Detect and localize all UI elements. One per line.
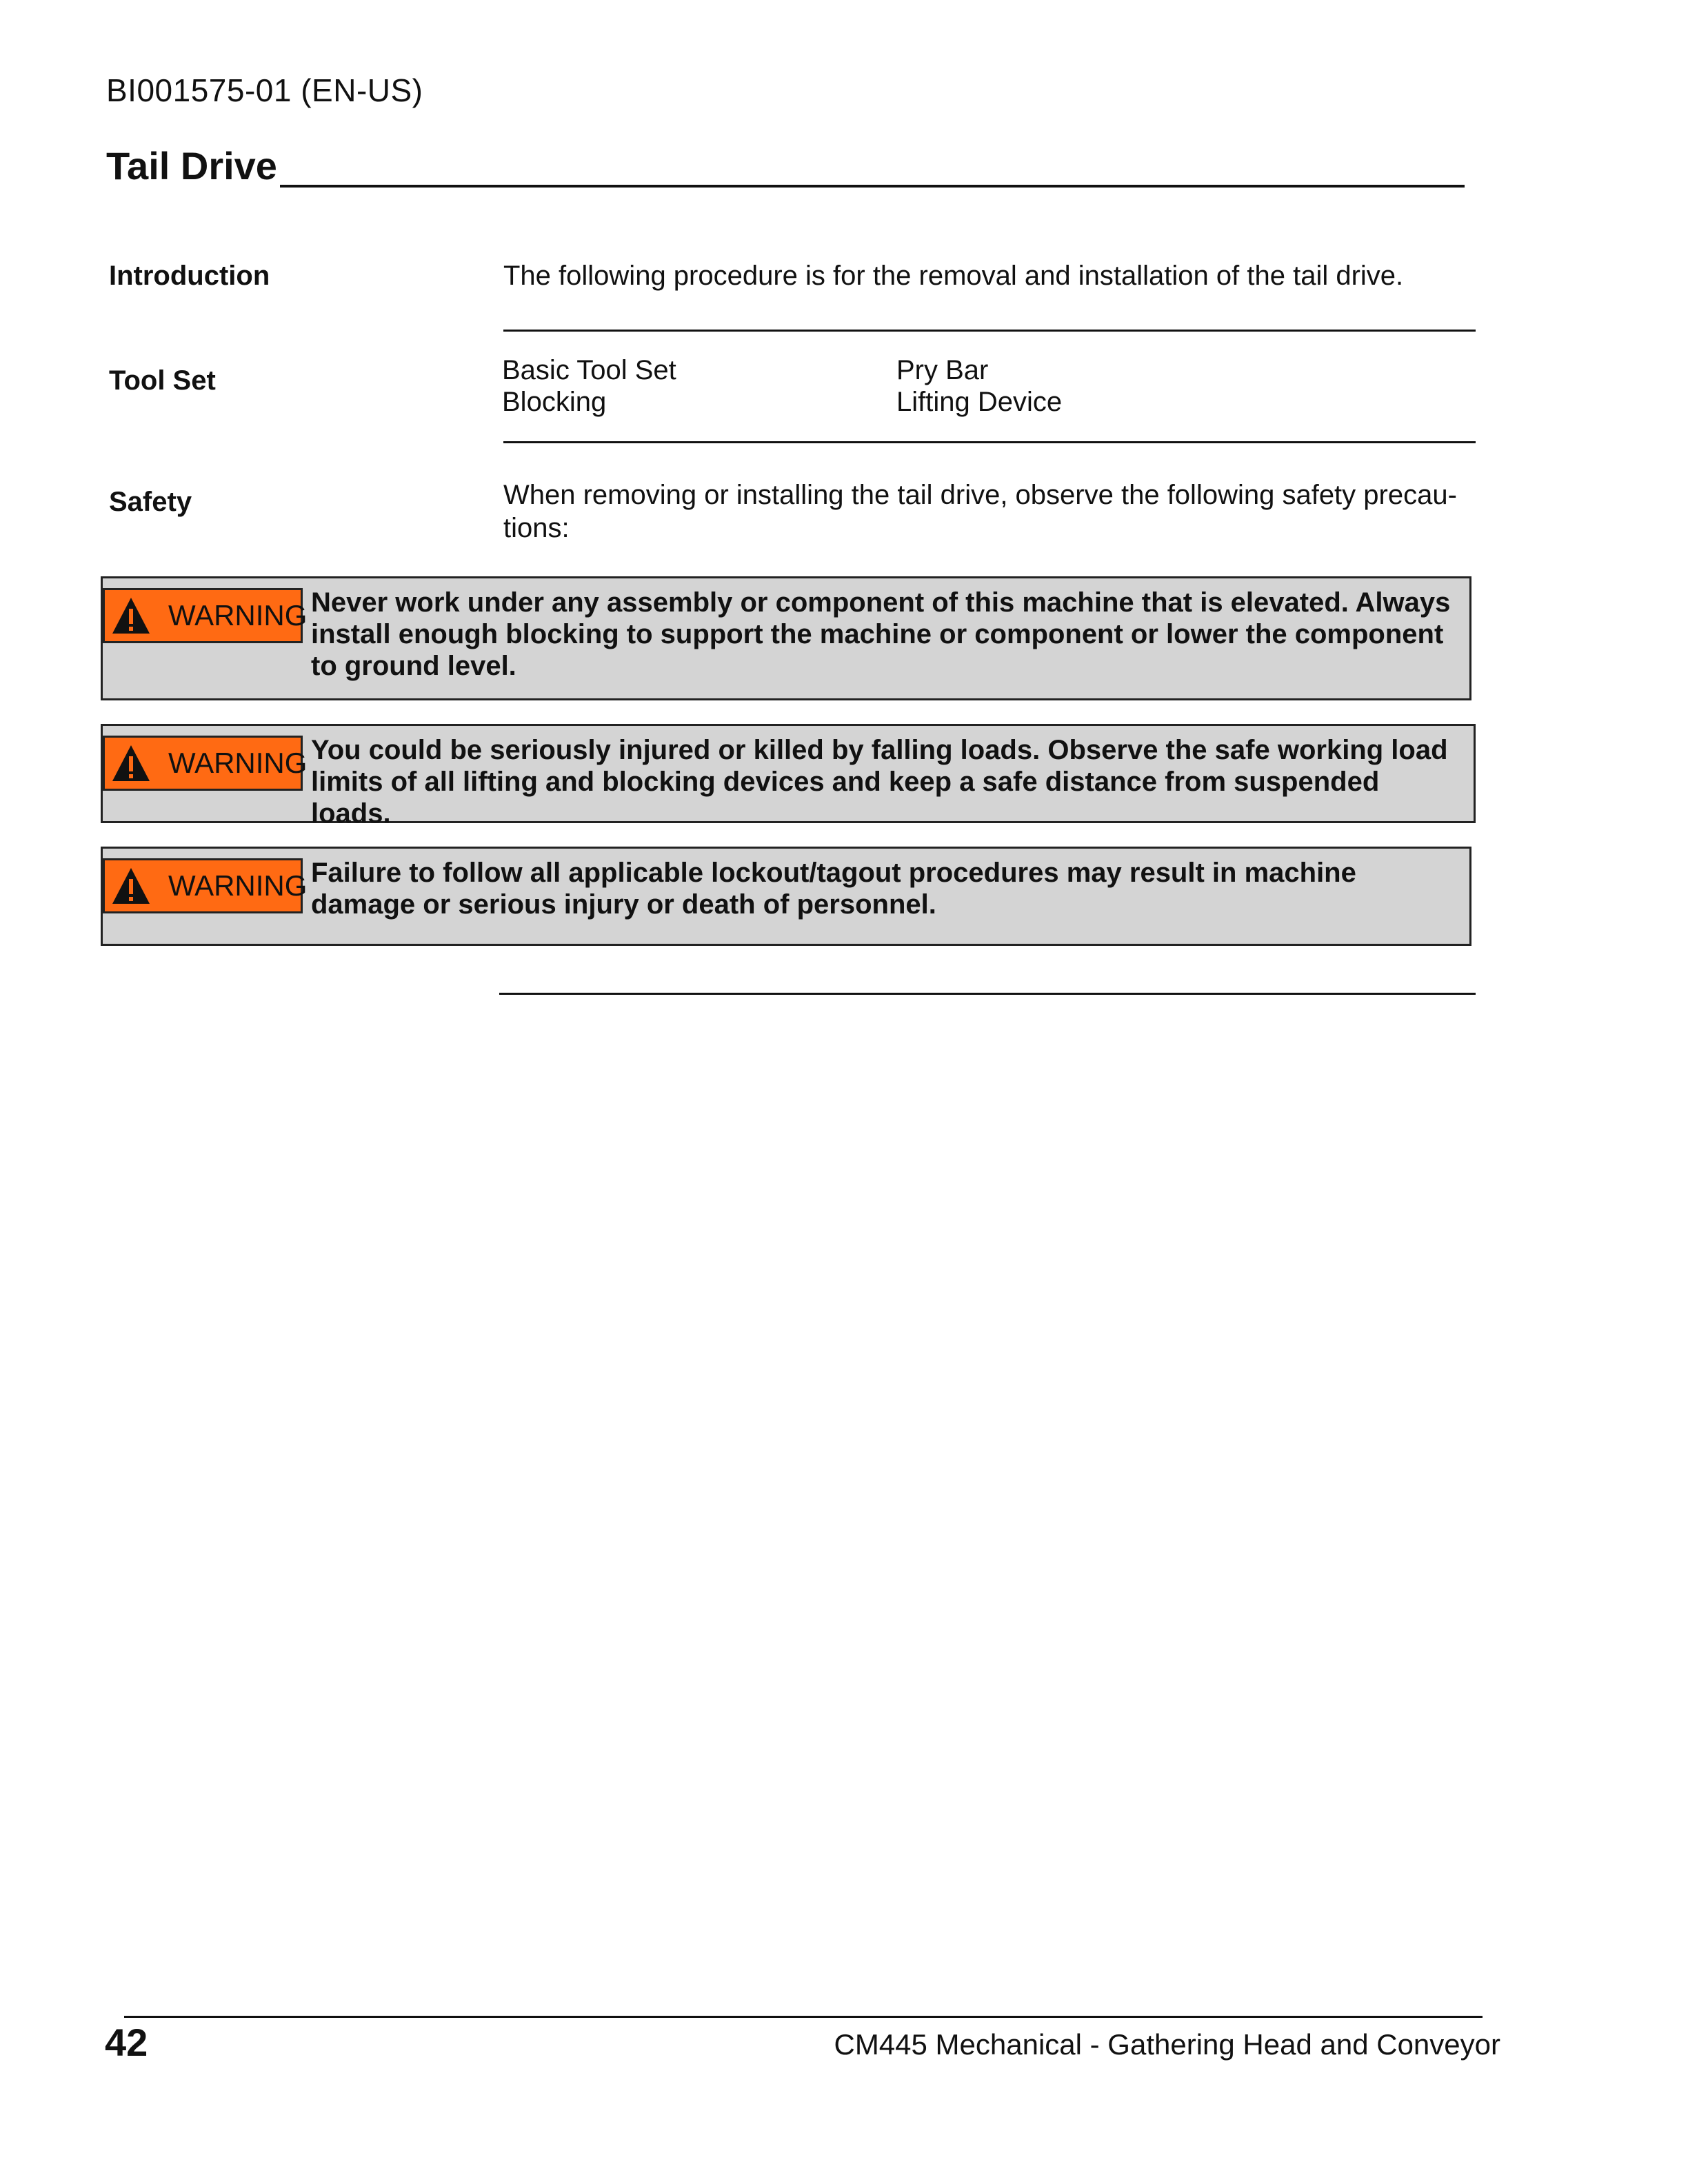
divider — [503, 330, 1476, 332]
warning-tag — [103, 858, 308, 913]
warning-message: Never work under any assembly or component of this machine that is elevated. Always install enough blocking to support the machine or component or lower the component to ground level. — [311, 587, 1451, 681]
warning-box — [101, 847, 1471, 946]
warning-message: You could be seriously injured or killed by falling loads. Observe the safe working load limits of all lifting and blocking devices and keep a safe distance from suspended loads. — [311, 735, 1448, 829]
warning-tag-label: WARNING — [168, 869, 308, 902]
tool-item: Basic Tool Set — [502, 355, 676, 385]
warning-tag-label: WARNING — [168, 747, 308, 779]
tool-item: Pry Bar — [896, 355, 989, 385]
tool-item: Blocking — [502, 387, 607, 417]
warning-triangle-icon — [110, 595, 152, 636]
footer-title: CM445 Mechanical - Gathering Head and Conveyor — [834, 2028, 1500, 2061]
footer-rule — [124, 2016, 1483, 2018]
warning-box — [101, 724, 1476, 829]
tool-item: Lifting Device — [896, 387, 1063, 417]
warning-box — [101, 576, 1471, 700]
introduction-text: The following procedure is for the removal and installation of the tail drive. — [503, 261, 1404, 291]
safety-label: Safety — [109, 487, 192, 517]
warning-message: Failure to follow all applicable lockout/tagout procedures may result in machine damage or serious injury or death of personnel. — [311, 858, 1356, 920]
warning-triangle-icon — [110, 865, 152, 907]
warning-triangle-icon — [110, 742, 152, 784]
introduction-label: Introduction — [109, 261, 270, 291]
warning-tag — [103, 736, 308, 791]
page-title: Tail Drive — [106, 144, 277, 188]
title-underline — [280, 185, 1465, 188]
divider — [499, 993, 1476, 995]
document-id: BI001575-01 (EN-US) — [106, 72, 423, 108]
warning-tag — [103, 588, 308, 643]
page-number: 42 — [105, 2021, 148, 2064]
warning-tag-label: WARNING — [168, 599, 308, 631]
safety-text: When removing or installing the tail drive, observe the following safety precau-tions: — [503, 480, 1457, 543]
tool-set-label: Tool Set — [109, 365, 216, 396]
divider — [503, 441, 1476, 443]
